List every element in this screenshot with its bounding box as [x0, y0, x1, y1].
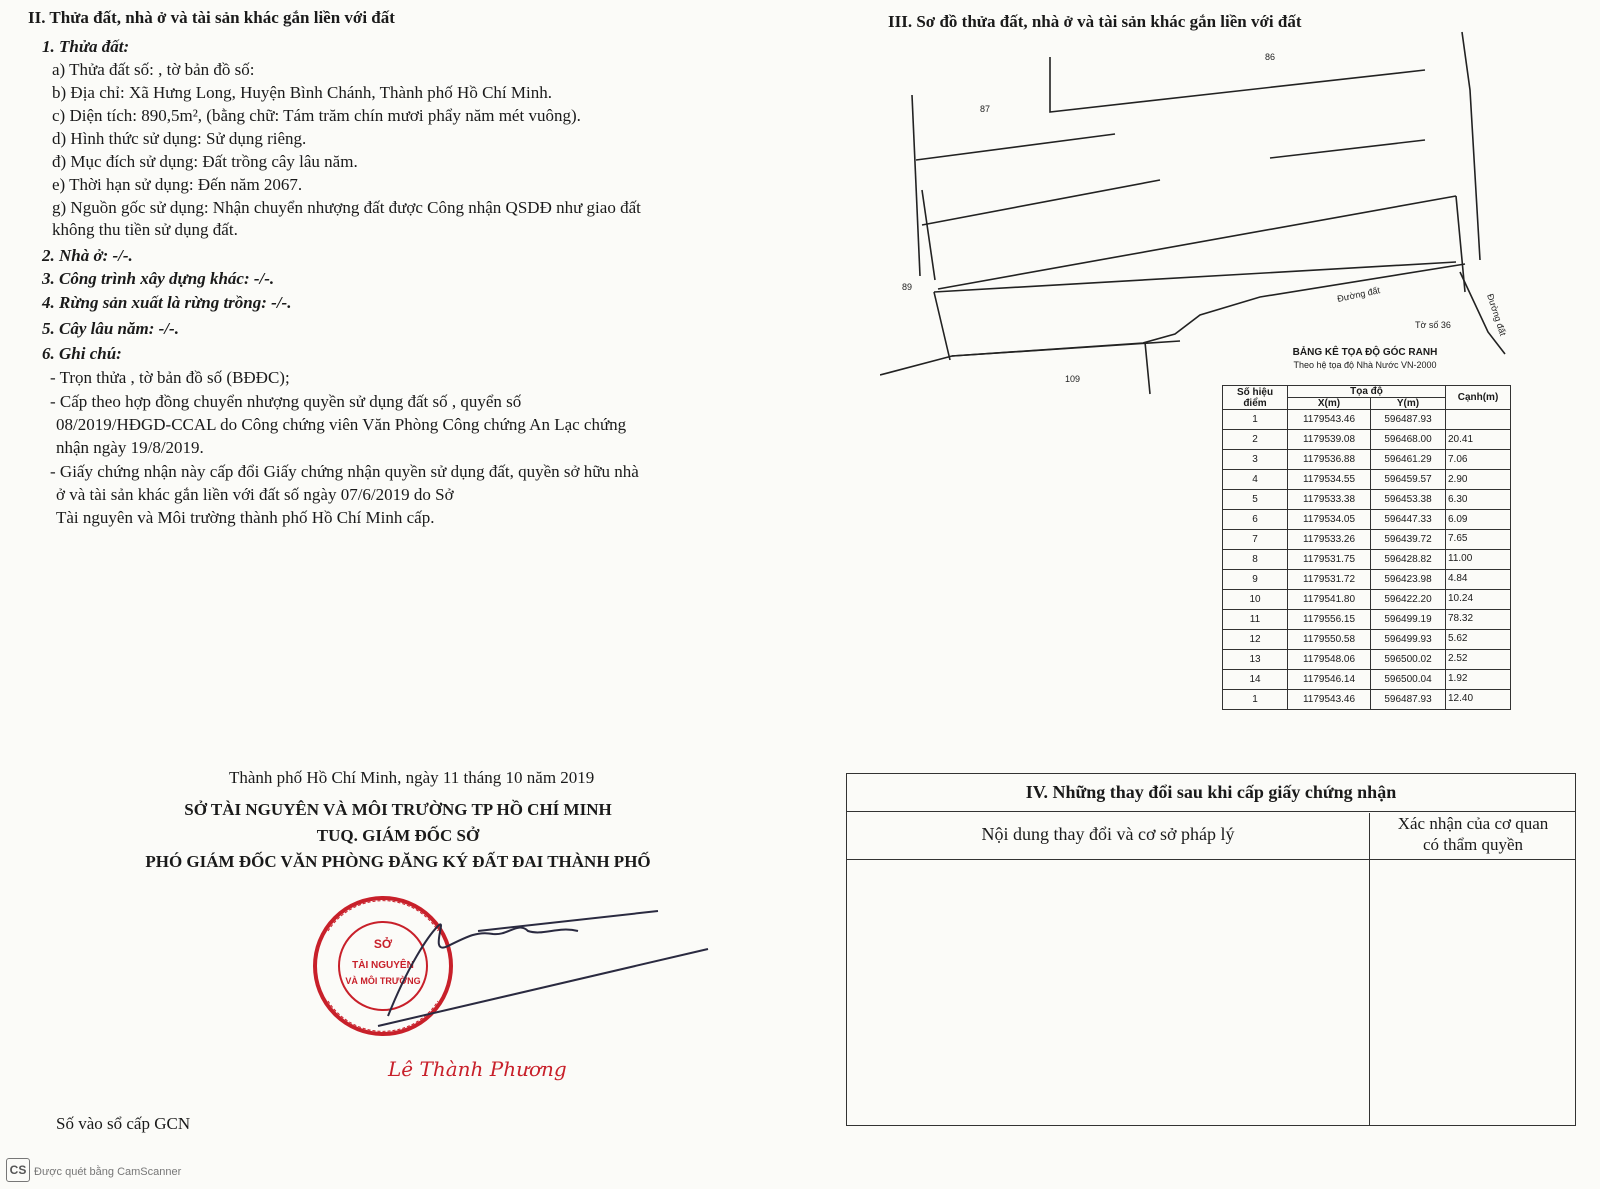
construction-line: 3. Công trình xây dựng khác: -/-. — [42, 269, 275, 288]
edge-length: 7.06 — [1448, 453, 1468, 465]
map-label-87: 87 — [980, 104, 991, 114]
parcel-line-e: e) Thời hạn sử dụng: Đến năm 2067. — [52, 175, 303, 194]
cell-point: 10 — [1223, 590, 1288, 610]
house-line: 2. Nhà ở: -/-. — [42, 246, 133, 265]
cell-x: 1179533.38 — [1288, 490, 1371, 510]
table-subtitle: Theo hệ tọa độ Nhà Nước VN-2000 — [1293, 360, 1437, 370]
map-label-89: 89 — [902, 282, 913, 292]
notes-heading: 6. Ghi chú: — [42, 344, 122, 363]
map-sheet-label: Tờ số 36 — [1415, 320, 1451, 330]
changes-col-2-line1: Xác nhận của cơ quan — [1397, 814, 1549, 833]
edge-length: 12.40 — [1448, 692, 1474, 704]
cell-x: 1179550.58 — [1288, 630, 1371, 650]
cell-y: 596439.72 — [1371, 530, 1446, 550]
map-label-86: 86 — [1265, 52, 1276, 62]
date-line: Thành phố Hồ Chí Minh, ngày 11 tháng 10 năm 2019 — [229, 768, 595, 787]
col-edge: Cạnh(m) — [1446, 386, 1511, 410]
table-title: BẢNG KÊ TỌA ĐỘ GÓC RANH — [1292, 347, 1438, 358]
changes-header-row — [847, 813, 1575, 860]
col-point: Số hiệu điểm — [1223, 386, 1288, 410]
parcel-heading: 1. Thửa đất: — [42, 37, 130, 56]
cell-point: 6 — [1223, 510, 1288, 530]
changes-column-divider — [1369, 813, 1370, 1125]
parcel-line-g: g) Nguồn gốc sử dụng: Nhận chuyển nhượng đất được Công nhận QSDĐ như giao đất — [52, 198, 641, 217]
changes-col-1: Nội dung thay đổi và cơ sở pháp lý — [981, 824, 1235, 844]
cell-x: 1179539.08 — [1288, 430, 1371, 450]
cell-point: 13 — [1223, 650, 1288, 670]
cell-y: 596500.04 — [1371, 670, 1446, 690]
left-page — [28, 6, 768, 1156]
parcel-line-b: b) Địa chỉ: Xã Hưng Long, Huyện Bình Chánh, Thành phố Hồ Chí Minh. — [52, 83, 552, 102]
cell-y: 596487.93 — [1371, 410, 1446, 430]
cell-x: 1179556.15 — [1288, 610, 1371, 630]
note-line-5: - Giấy chứng nhận này cấp đổi Giấy chứng nhận quyền sử dụng đất, quyền sở hữu nhà — [50, 462, 639, 481]
cell-y: 596500.02 — [1371, 650, 1446, 670]
seal-and-signature — [278, 876, 728, 1106]
cell-point: 11 — [1223, 610, 1288, 630]
authority-line-2: TUQ. GIÁM ĐỐC SỞ — [316, 826, 480, 845]
edge-length: 1.92 — [1448, 672, 1468, 684]
section-ii-title: II. Thửa đất, nhà ở và tài sản khác gắn liền với đất — [28, 8, 395, 27]
edge-length: 6.30 — [1448, 493, 1468, 505]
authority-line-3: PHÓ GIÁM ĐỐC VĂN PHÒNG ĐĂNG KÝ ĐẤT ĐAI THÀNH PHỐ — [145, 852, 651, 871]
cell-x: 1179534.05 — [1288, 510, 1371, 530]
cell-x: 1179531.72 — [1288, 570, 1371, 590]
edge-length: 7.65 — [1448, 533, 1468, 545]
authority-line-1: SỞ TÀI NGUYÊN VÀ MÔI TRƯỜNG TP HỒ CHÍ MINH — [184, 800, 612, 819]
cell-y: 596461.29 — [1371, 450, 1446, 470]
edge-length: 2.52 — [1448, 652, 1468, 664]
changes-title: IV. Những thay đổi sau khi cấp giấy chứng nhận — [847, 774, 1575, 812]
cell-x: 1179543.46 — [1288, 410, 1371, 430]
registry-label: Số vào sổ cấp GCN — [56, 1114, 191, 1133]
edge-length: 20.41 — [1448, 434, 1474, 445]
edge-length: 6.09 — [1448, 513, 1468, 525]
cell-point: 1 — [1223, 410, 1288, 430]
cell-x: 1179543.46 — [1288, 690, 1371, 710]
map-road-label-1: Đường đất — [1336, 285, 1381, 304]
note-line-2: - Cấp theo hợp đồng chuyển nhượng quyền sử dụng đất số , quyển số — [50, 392, 522, 411]
map-label-109: 109 — [1065, 374, 1081, 384]
cell-point: 5 — [1223, 490, 1288, 510]
edge-length: 10.24 — [1448, 593, 1474, 605]
cell-y: 596468.00 — [1371, 430, 1446, 450]
perennial-line: 5. Cây lâu năm: -/-. — [42, 319, 179, 338]
cell-point: 14 — [1223, 670, 1288, 690]
edge-length: 11.00 — [1448, 553, 1473, 565]
cell-x: 1179541.80 — [1288, 590, 1371, 610]
note-line-3: 08/2019/HĐGD-CCAL do Công chứng viên Văn Phòng Công chứng An Lạc chứng — [56, 415, 627, 434]
cell-y: 596487.93 — [1371, 690, 1446, 710]
forest-line: 4. Rừng sản xuất là rừng trồng: -/-. — [42, 293, 292, 312]
cell-x: 1179534.55 — [1288, 470, 1371, 490]
edge-length: 78.32 — [1448, 613, 1474, 625]
cell-point: 3 — [1223, 450, 1288, 470]
edge-lengths — [1448, 434, 1473, 712]
section-iii-title: III. Sơ đồ thửa đất, nhà ở và tài sản khác gắn liền với đất — [888, 12, 1302, 31]
svg-text:TÀI NGUYÊN: TÀI NGUYÊN — [352, 960, 414, 971]
svg-text:SỞ: SỞ — [373, 937, 393, 951]
parcel-line-dd: đ) Mục đích sử dụng: Đất trồng cây lâu năm. — [52, 152, 358, 171]
parcel-line-d: d) Hình thức sử dụng: Sử dụng riêng. — [52, 129, 307, 148]
edge-length: 4.84 — [1448, 573, 1468, 585]
cell-point: 2 — [1223, 430, 1288, 450]
signer-name: Lê Thành Phương — [388, 1057, 567, 1081]
col-y: Y(m) — [1371, 398, 1446, 410]
cell-x: 1179531.75 — [1288, 550, 1371, 570]
edge-length: 5.62 — [1448, 632, 1468, 644]
cell-y: 596422.20 — [1371, 590, 1446, 610]
cell-y: 596453.38 — [1371, 490, 1446, 510]
cell-point: 4 — [1223, 470, 1288, 490]
map-road-label-2: Đường đất — [1485, 292, 1509, 337]
table-row — [1223, 410, 1511, 430]
cell-point: 7 — [1223, 530, 1288, 550]
parcel-line-g2: không thu tiền sử dụng đất. — [52, 220, 238, 239]
cell-point: 12 — [1223, 630, 1288, 650]
cell-point: 9 — [1223, 570, 1288, 590]
parcel-line-c: c) Diện tích: 890,5m², (bằng chữ: Tám trăm chín mươi phẩy năm mét vuông). — [52, 106, 581, 125]
cell-y: 596423.98 — [1371, 570, 1446, 590]
parcel-diagram — [880, 30, 1520, 400]
parcel-line-a: a) Thửa đất số: , tờ bản đồ số: — [52, 60, 255, 79]
col-x: X(m) — [1288, 398, 1371, 410]
changes-box — [846, 773, 1576, 1126]
cell-y: 596499.93 — [1371, 630, 1446, 650]
note-line-7: Tài nguyên và Môi trường thành phố Hồ Chí Minh cấp. — [56, 508, 435, 527]
edge-length: 2.90 — [1448, 473, 1468, 485]
cell-y: 596447.33 — [1371, 510, 1446, 530]
cell-x: 1179533.26 — [1288, 530, 1371, 550]
cell-y: 596459.57 — [1371, 470, 1446, 490]
cell-blank — [1446, 410, 1511, 430]
camscanner-watermark: Được quét bằng CamScanner — [34, 1166, 182, 1178]
note-line-4: nhận ngày 19/8/2019. — [56, 438, 204, 457]
cell-point: 8 — [1223, 550, 1288, 570]
note-line-1: - Trọn thửa , tờ bản đồ số (BĐĐC); — [50, 368, 290, 387]
cell-y: 596499.19 — [1371, 610, 1446, 630]
cell-x: 1179546.14 — [1288, 670, 1371, 690]
cell-y: 596428.82 — [1371, 550, 1446, 570]
note-line-6: ở và tài sản khác gắn liền với đất số ngày 07/6/2019 do Sở — [56, 485, 454, 504]
cell-point: 1 — [1223, 690, 1288, 710]
changes-col-2-line2: có thẩm quyền — [1422, 835, 1524, 854]
cell-x: 1179536.88 — [1288, 450, 1371, 470]
cell-x: 1179548.06 — [1288, 650, 1371, 670]
svg-text:VÀ MÔI TRƯỜNG: VÀ MÔI TRƯỜNG — [345, 976, 421, 986]
col-coords: Tọa độ — [1288, 386, 1446, 398]
camscanner-logo: CS — [6, 1158, 30, 1182]
